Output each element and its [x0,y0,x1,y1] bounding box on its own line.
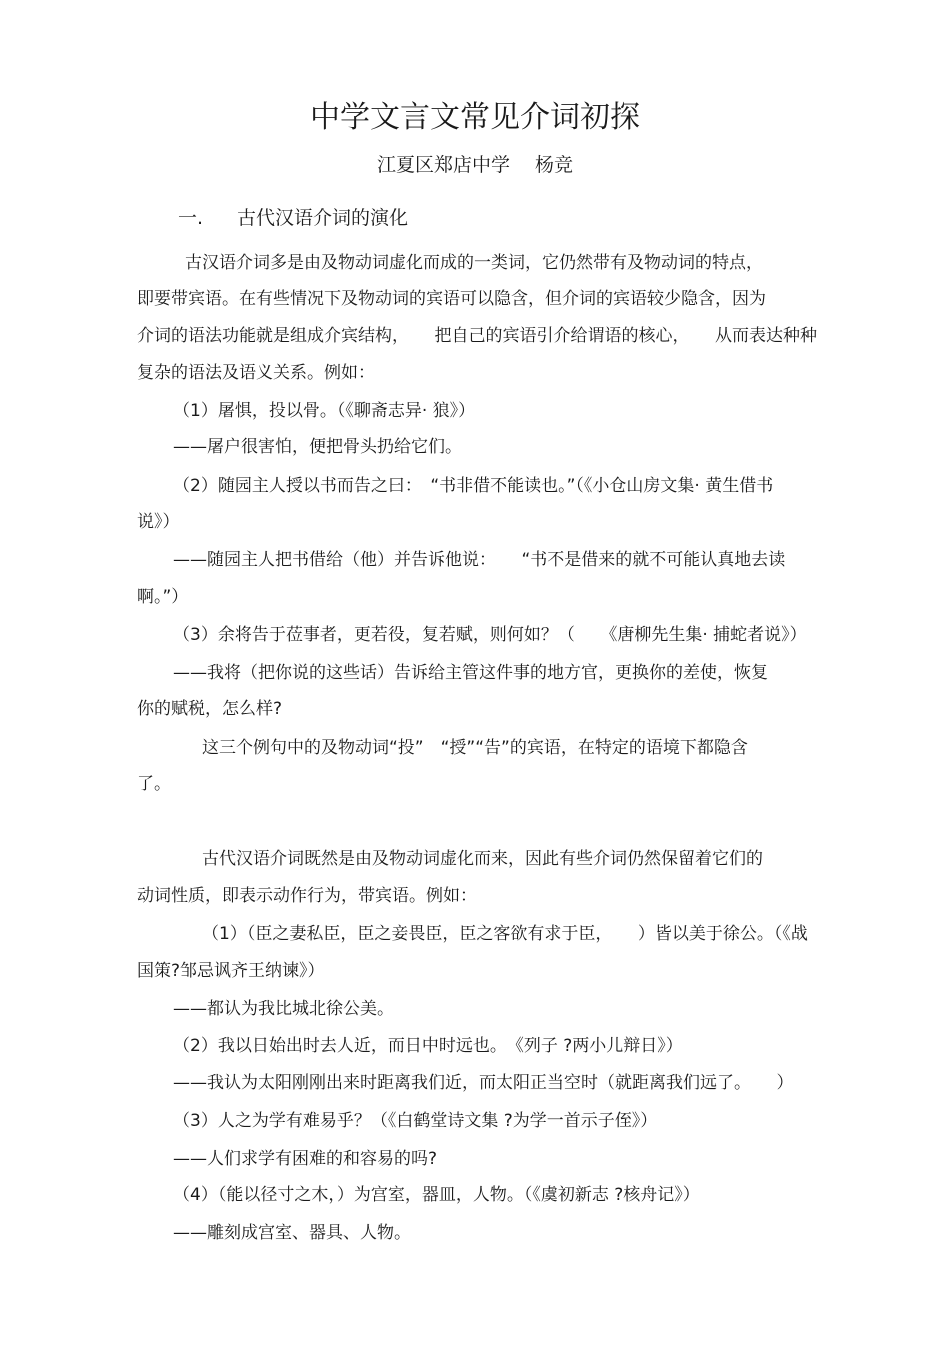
paragraph-line: 动词性质，即表示动作行为，带宾语。例如： [137,886,477,906]
paragraph-line: 即要带宾语。在有些情况下及物动词的宾语可以隐含，但介词的宾语较少隐含，因为 [137,289,766,309]
section-number: 一. [178,207,204,229]
paragraph-line: 介词的语法功能就是组成介宾结构， 把自己的宾语引介给谓语的核心， 从而表达种种 [137,326,817,346]
example-line: ——随园主人把书借给（他）并告诉他说： “书不是借来的就不可能认真地去读 [173,550,786,570]
example-line: 国策?邹忌讽齐王纳谏》） [137,961,325,981]
paragraph-line: 古汉语介词多是由及物动词虚化而成的一类词，它仍然带有及物动词的特点， [185,253,763,273]
example-line: （3）余将告于莅事者，更若役，复若赋，则何如？（ 《唐柳先生集· 捕蛇者说》） [173,625,807,645]
paragraph-line: 复杂的语法及语义关系。例如： [137,363,375,383]
example-line: （4）（能以径寸之木，）为宫室，器皿，人物。（《虞初新志 ?核舟记》） [173,1185,700,1205]
document-title: 中学文言文常见介词初探 [310,100,640,135]
example-line: （3）人之为学有难易乎？（《白鹤堂诗文集 ?为学一首示子侄》） [173,1111,658,1131]
author-line: 江夏区郑店中学 杨竞 [376,154,574,176]
example-line: ——人们求学有困难的和容易的吗? [173,1149,438,1169]
example-line: ——雕刻成宫室、器具、人物。 [173,1223,411,1243]
paragraph-line: 古代汉语介词既然是由及物动词虚化而来，因此有些介词仍然保留着它们的 [202,849,763,869]
example-line: （1）屠惧，投以骨。（《聊斋志异· 狼》） [173,401,476,421]
example-line: （1）（臣之妻私臣，臣之妾畏臣，臣之客欲有求于臣， ）皆以美于徐公。（《战 [202,924,808,944]
section-title: 古代汉语介词的演化 [237,207,409,229]
example-line: 说》） [137,512,180,532]
example-line: ——都认为我比城北徐公美。 [173,999,394,1019]
section-heading [178,205,408,231]
example-line: 你的赋税，怎么样? [137,699,283,719]
example-line: 啊。”） [137,587,189,607]
paragraph-line: 了。 [137,774,171,794]
example-line: ——我将（把你说的这些话）告诉给主管这件事的地方官，更换你的差使，恢复 [173,663,768,683]
example-line: ——我认为太阳刚刚出来时距离我们近，而太阳正当空时（就距离我们远了。 ） [173,1073,794,1093]
example-line: （2）我以日始出时去人近，而日中时远也。 《列子 ?两小儿辩日》） [173,1036,683,1056]
paragraph-line: 这三个例句中的及物动词“投” “授”“告”的宾语，在特定的语境下都隐含 [202,738,748,758]
example-line: ——屠户很害怕，便把骨头扔给它们。 [173,437,462,457]
example-line: （2）随园主人授以书而告之曰： “书非借不能读也。”（《小仓山房文集· 黄生借书 [173,476,774,496]
